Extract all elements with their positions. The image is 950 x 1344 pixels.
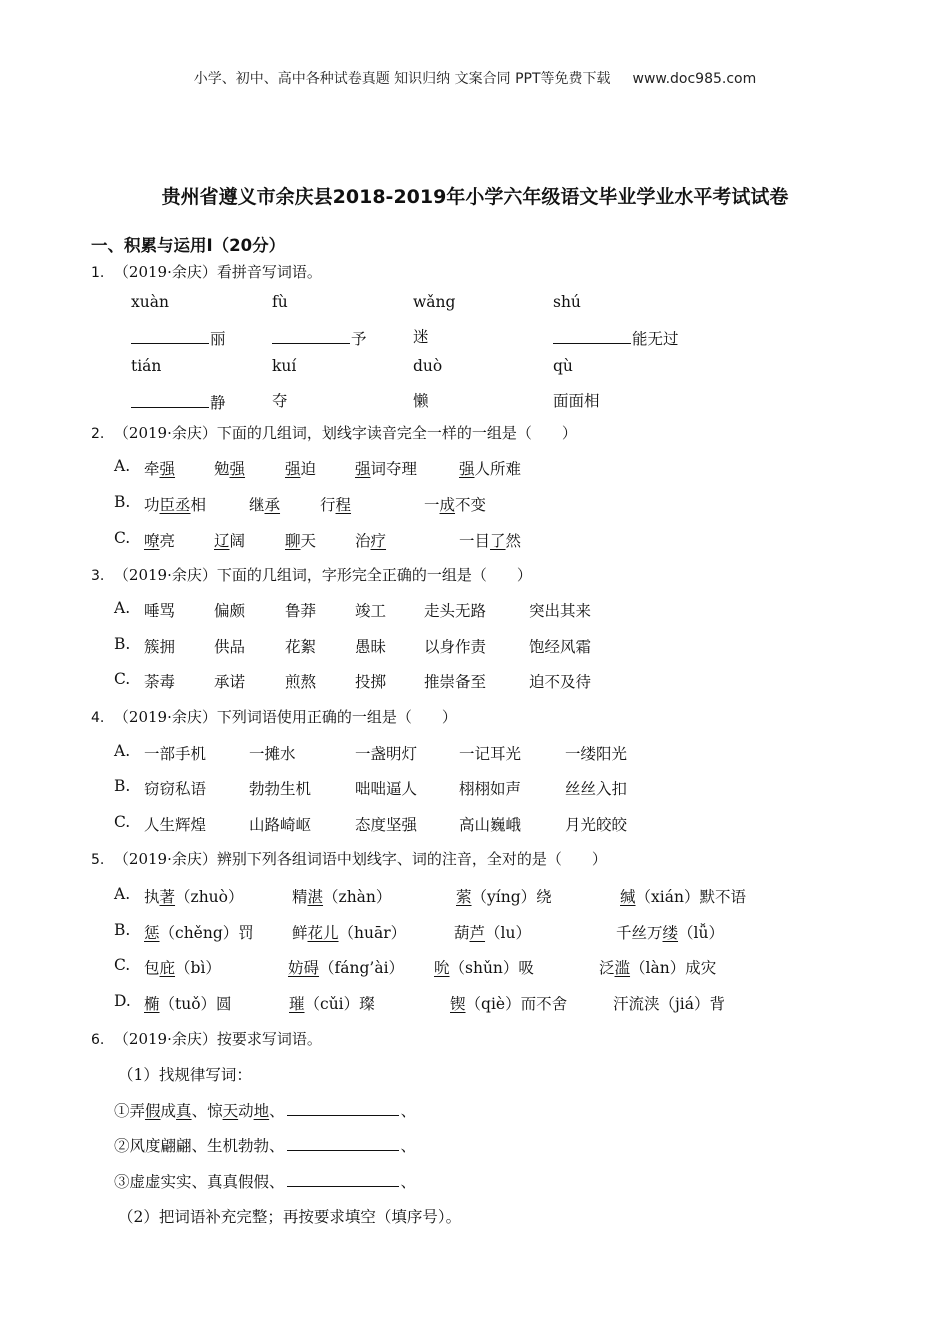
header-site[interactable]: www.doc985.com — [632, 71, 757, 87]
answer-blank[interactable] — [287, 1099, 399, 1116]
option-word: 璀（cǔi）璨 — [289, 995, 375, 1013]
word-item: 懒 — [413, 392, 429, 410]
option-word: 鲁莽 — [285, 602, 317, 620]
sub-question-1: （1）找规律写词： — [118, 1066, 252, 1084]
option-word: 千丝万缕（lǚ） — [616, 924, 724, 942]
option-word: 一盏明灯 — [355, 745, 418, 763]
question-number: 2. — [91, 426, 105, 442]
option-word: 吮（shǔn）吸 — [434, 959, 534, 977]
option-word: 一记耳光 — [459, 745, 522, 763]
question-2 — [91, 422, 577, 443]
option-word: 强迫 — [285, 460, 317, 478]
option-word: 锲（qiè）而不舍 — [450, 995, 568, 1013]
answer-blank[interactable] — [553, 325, 631, 344]
option-label[interactable]: A. — [114, 885, 131, 903]
option-word: 勃勃生机 — [249, 780, 312, 798]
option-word: 月光皎皎 — [565, 816, 628, 834]
pinyin: fù — [272, 293, 288, 311]
question-4 — [91, 706, 457, 727]
option-word: 推崇备至 — [424, 673, 487, 691]
option-word: 行程 — [320, 496, 352, 514]
option-word: 萦（yíng）绕 — [456, 888, 552, 906]
rule-line-3: ③虚虚实实、真真假假、 、 — [114, 1170, 416, 1192]
option-word: 辽阔 — [214, 532, 246, 550]
option-word: 突出其来 — [529, 602, 592, 620]
question-6 — [91, 1028, 322, 1049]
answer-blank[interactable] — [287, 1134, 399, 1151]
question-stem: （2019·余庆）下面的几组词，划线字读音完全一样的一组是（ ） — [113, 424, 577, 442]
pinyin: duò — [413, 357, 443, 375]
question-1 — [91, 261, 322, 282]
option-label[interactable]: B. — [114, 493, 131, 511]
option-word: 供品 — [214, 638, 246, 656]
option-word: 惩（chěng）罚 — [144, 924, 254, 942]
option-label[interactable]: B. — [114, 777, 131, 795]
option-word: 强人所难 — [459, 460, 522, 478]
option-word: 泛滥（làn）成灾 — [599, 959, 717, 977]
word-item: 面面相 — [553, 392, 600, 410]
option-word: 花絮 — [285, 638, 317, 656]
question-number: 1. — [91, 265, 105, 281]
question-stem: （2019·余庆）辨别下列各组词语中划线字、词的注音，全对的是（ ） — [113, 850, 607, 868]
option-word: 一缕阳光 — [565, 745, 628, 763]
option-word: 葫芦（lu） — [454, 924, 531, 942]
word-item: 夺 — [272, 392, 288, 410]
option-label[interactable]: A. — [114, 742, 131, 760]
option-word: 牵强 — [144, 460, 176, 478]
option-label[interactable]: A. — [114, 599, 131, 617]
option-label[interactable]: D. — [114, 992, 131, 1010]
option-word: 以身作责 — [424, 638, 487, 656]
option-label[interactable]: C. — [114, 670, 131, 688]
question-stem: （2019·余庆）看拼音写词语。 — [113, 263, 322, 281]
option-word: 偏颇 — [214, 602, 246, 620]
question-number: 5. — [91, 852, 105, 868]
pinyin: tián — [131, 357, 162, 375]
option-word: 投掷 — [355, 673, 387, 691]
option-word: 继承 — [249, 496, 281, 514]
option-word: 聊天 — [285, 532, 317, 550]
option-word: 一部手机 — [144, 745, 207, 763]
word-blank-item: 予 — [272, 325, 367, 349]
option-word: 勉强 — [214, 460, 246, 478]
option-label[interactable]: C. — [114, 529, 131, 547]
option-word: 缄（xián）默不语 — [620, 888, 746, 906]
option-word: 鲜花儿（huār） — [292, 924, 407, 942]
question-3 — [91, 564, 532, 585]
option-word: 丝丝入扣 — [565, 780, 628, 798]
rule-line-2: ②风度翩翩、生机勃勃、 、 — [114, 1134, 416, 1156]
word-blank-item: 能无过 — [553, 325, 679, 349]
header-text: 小学、初中、高中各种试卷真题 知识归纳 文案合同 PPT等免费下载 — [193, 71, 611, 87]
option-word: 饱经风霜 — [529, 638, 592, 656]
option-word: 山路崎岖 — [249, 816, 312, 834]
question-stem: （2019·余庆）按要求写词语。 — [113, 1030, 322, 1048]
option-label[interactable]: C. — [114, 813, 131, 831]
option-word: 迫不及待 — [529, 673, 592, 691]
option-word: 愚昧 — [355, 638, 387, 656]
word-item: 迷 — [413, 328, 429, 346]
option-word: 一摊水 — [249, 745, 296, 763]
option-word: 汗流浃（jiá）背 — [613, 995, 726, 1013]
option-word: 强词夺理 — [355, 460, 418, 478]
option-word: 一目了然 — [459, 532, 522, 550]
question-5 — [91, 848, 607, 869]
option-word: 栩栩如声 — [459, 780, 522, 798]
answer-blank[interactable] — [287, 1170, 399, 1187]
option-word: 治疗 — [355, 532, 387, 550]
rule-line-1: ①弄假成真、惊天动地、 、 — [114, 1099, 416, 1121]
option-word: 椭（tuǒ）圆 — [144, 995, 232, 1013]
question-number: 6. — [91, 1032, 105, 1048]
option-word: 人生辉煌 — [144, 816, 207, 834]
option-word: 唾骂 — [144, 602, 176, 620]
option-word: 精湛（zhàn） — [292, 888, 392, 906]
pinyin: wǎng — [413, 293, 456, 311]
pinyin: shú — [553, 293, 581, 311]
answer-blank[interactable] — [131, 325, 209, 344]
option-word: 煎熬 — [285, 673, 317, 691]
option-word: 嘹亮 — [144, 532, 176, 550]
option-label[interactable]: A. — [114, 457, 131, 475]
option-word: 执著（zhuò） — [144, 888, 244, 906]
pinyin: xuàn — [131, 293, 169, 311]
option-word: 承诺 — [214, 673, 246, 691]
question-number: 4. — [91, 710, 105, 726]
option-word: 包庇（bì） — [144, 959, 221, 977]
answer-blank[interactable] — [131, 389, 209, 408]
option-word: 咄咄逼人 — [355, 780, 418, 798]
option-word: 簇拥 — [144, 638, 176, 656]
option-word: 功臣丞相 — [144, 496, 207, 514]
option-word: 态度坚强 — [355, 816, 418, 834]
word-blank-item: 丽 — [131, 325, 226, 349]
exam-title: 贵州省遵义市余庆县2018-2019年小学六年级语文毕业学业水平考试试卷 — [161, 186, 789, 208]
option-word: 高山巍峨 — [459, 816, 522, 834]
question-number: 3. — [91, 568, 105, 584]
page-header — [0, 68, 950, 88]
option-label[interactable]: B. — [114, 635, 131, 653]
answer-blank[interactable] — [272, 325, 350, 344]
section-heading: 一、积累与运用Ⅰ（20分） — [91, 236, 286, 255]
option-label[interactable]: B. — [114, 921, 131, 939]
pinyin: qù — [553, 357, 573, 375]
option-label[interactable]: C. — [114, 956, 131, 974]
option-word: 一成不变 — [424, 496, 487, 514]
word-blank-item: 静 — [131, 389, 226, 413]
question-stem: （2019·余庆）下列词语使用正确的一组是（ ） — [113, 708, 457, 726]
pinyin: kuí — [272, 357, 297, 375]
question-stem: （2019·余庆）下面的几组词，字形完全正确的一组是（ ） — [113, 566, 532, 584]
option-word: 走头无路 — [424, 602, 487, 620]
option-word: 妨碍（fáng’ài） — [288, 959, 405, 977]
sub-question-2: （2）把词语补充完整；再按要求填空（填序号）。 — [118, 1208, 462, 1226]
option-word: 窃窃私语 — [144, 780, 207, 798]
option-word: 竣工 — [355, 602, 387, 620]
option-word: 荼毒 — [144, 673, 176, 691]
